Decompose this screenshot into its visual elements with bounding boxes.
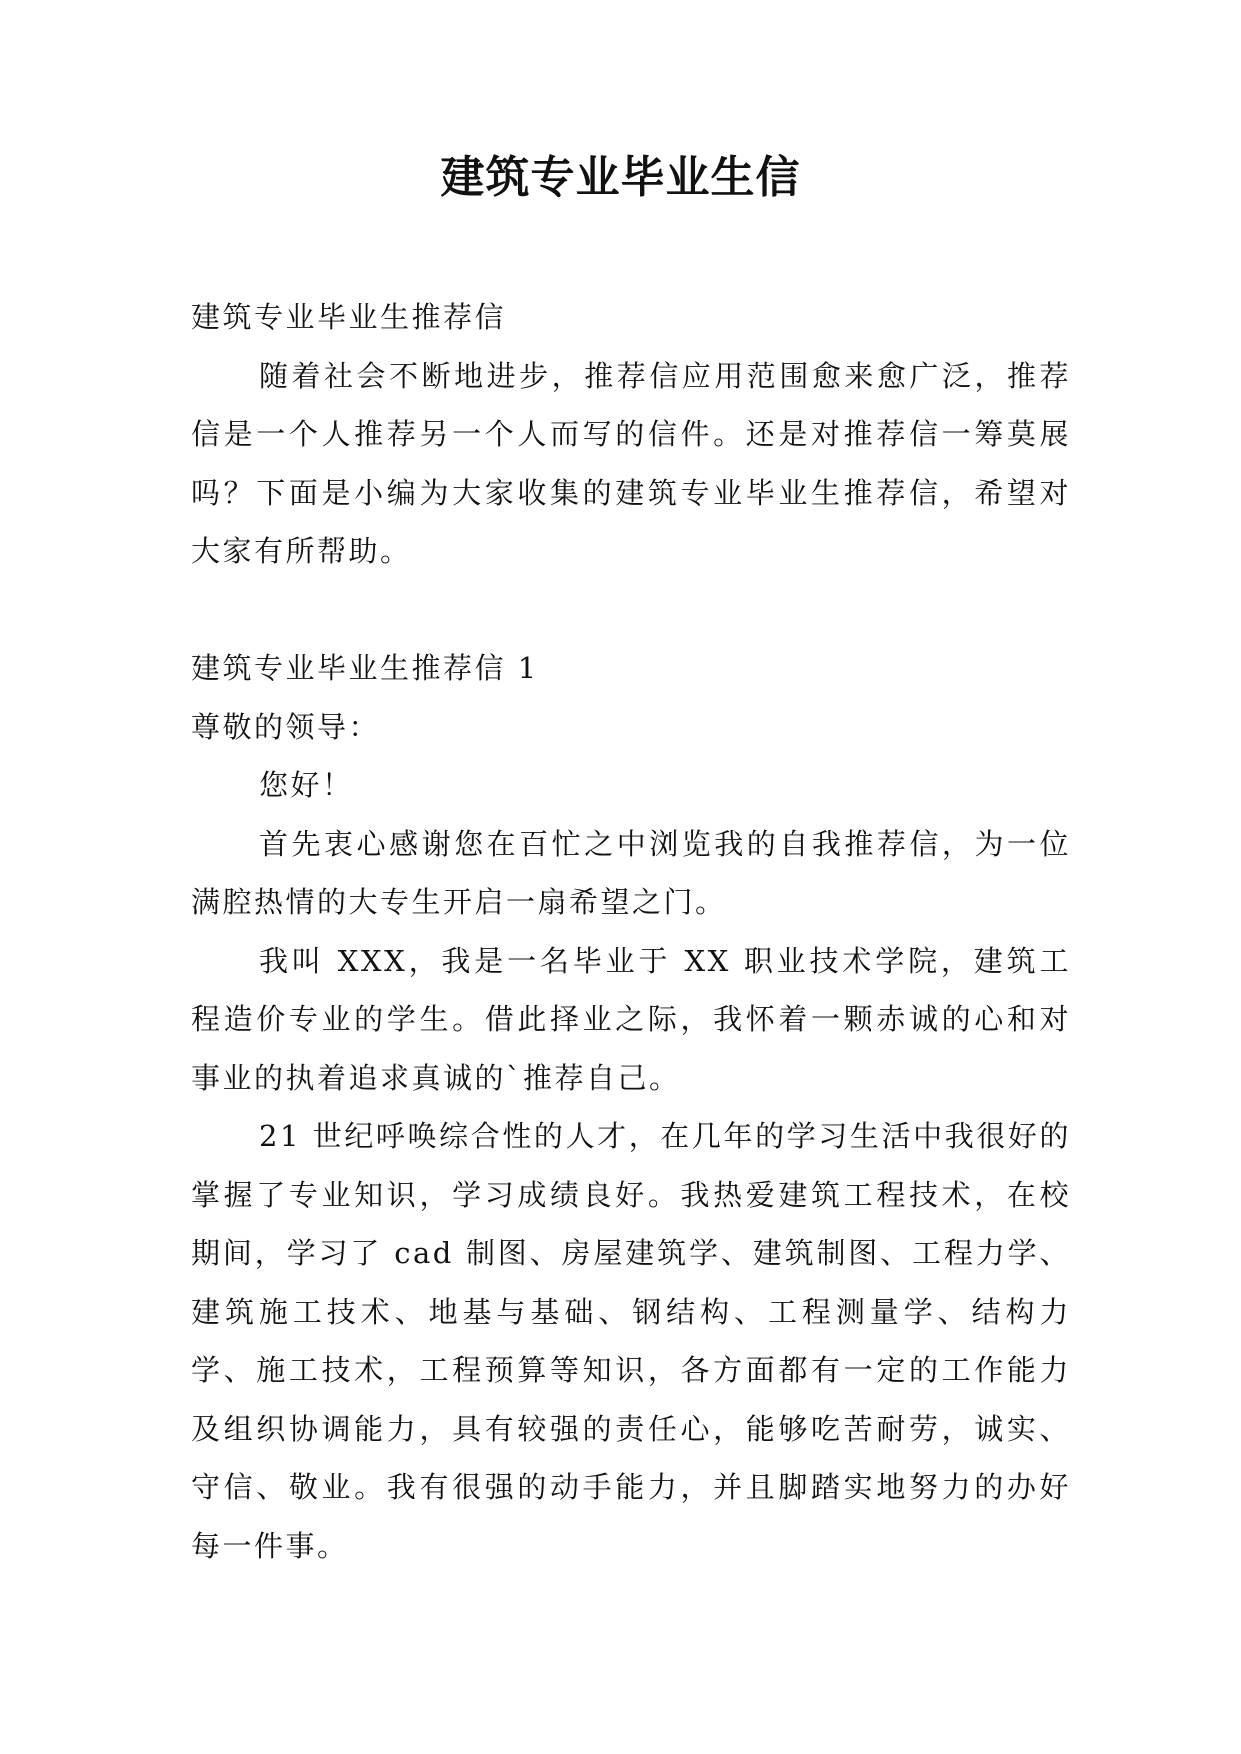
intro-paragraph: 随着社会不断地进步，推荐信应用范围愈来愈广泛，推荐信是一个人推荐另一个人而写的信件。还是对推荐信一筹莫展吗？下面是小编为大家收集的建筑专业毕业生推荐信，希望对大家有所帮助。 bbox=[191, 358, 1071, 568]
body-paragraph: 我叫 XXX，我是一名毕业于 XX 职业技术学院，建筑工程造价专业的学生。借此择业之际，我怀着一颗赤诚的心和对事业的执着追求真诚的`推荐自己。 bbox=[191, 943, 1071, 1095]
paragraph-spacer bbox=[191, 581, 1071, 640]
document-body bbox=[191, 288, 1071, 1575]
subtitle: 建筑专业毕业生推荐信 bbox=[191, 300, 507, 334]
body-paragraph: 21 世纪呼唤综合性的人才，在几年的学习生活中我很好的掌握了专业知识，学习成绩良好。我热爱建筑工程技术，在校期间，学习了 cad 制图、房屋建筑学、建筑制图、工程力学、建筑施工技术、地基与基础、钢结构、工程测量学、结构力学、施工技术，工程预算等知识，各方面都有一定的工作能力及组织协调能力，具有较强的责任心，能够吃苦耐劳，诚实、守信、敬业。我有很强的动手能力，并且脚踏实地努力的办好每一件事。 bbox=[191, 1119, 1071, 1563]
letter-heading: 建筑专业毕业生推荐信 1 bbox=[191, 651, 539, 685]
document-title: 建筑专业毕业生信 bbox=[440, 152, 801, 203]
greeting: 您好！ bbox=[259, 768, 354, 802]
body-paragraph: 首先衷心感谢您在百忙之中浏览我的自我推荐信，为一位满腔热情的大专生开启一扇希望之门。 bbox=[191, 826, 1071, 919]
salutation: 尊敬的领导： bbox=[191, 709, 381, 744]
